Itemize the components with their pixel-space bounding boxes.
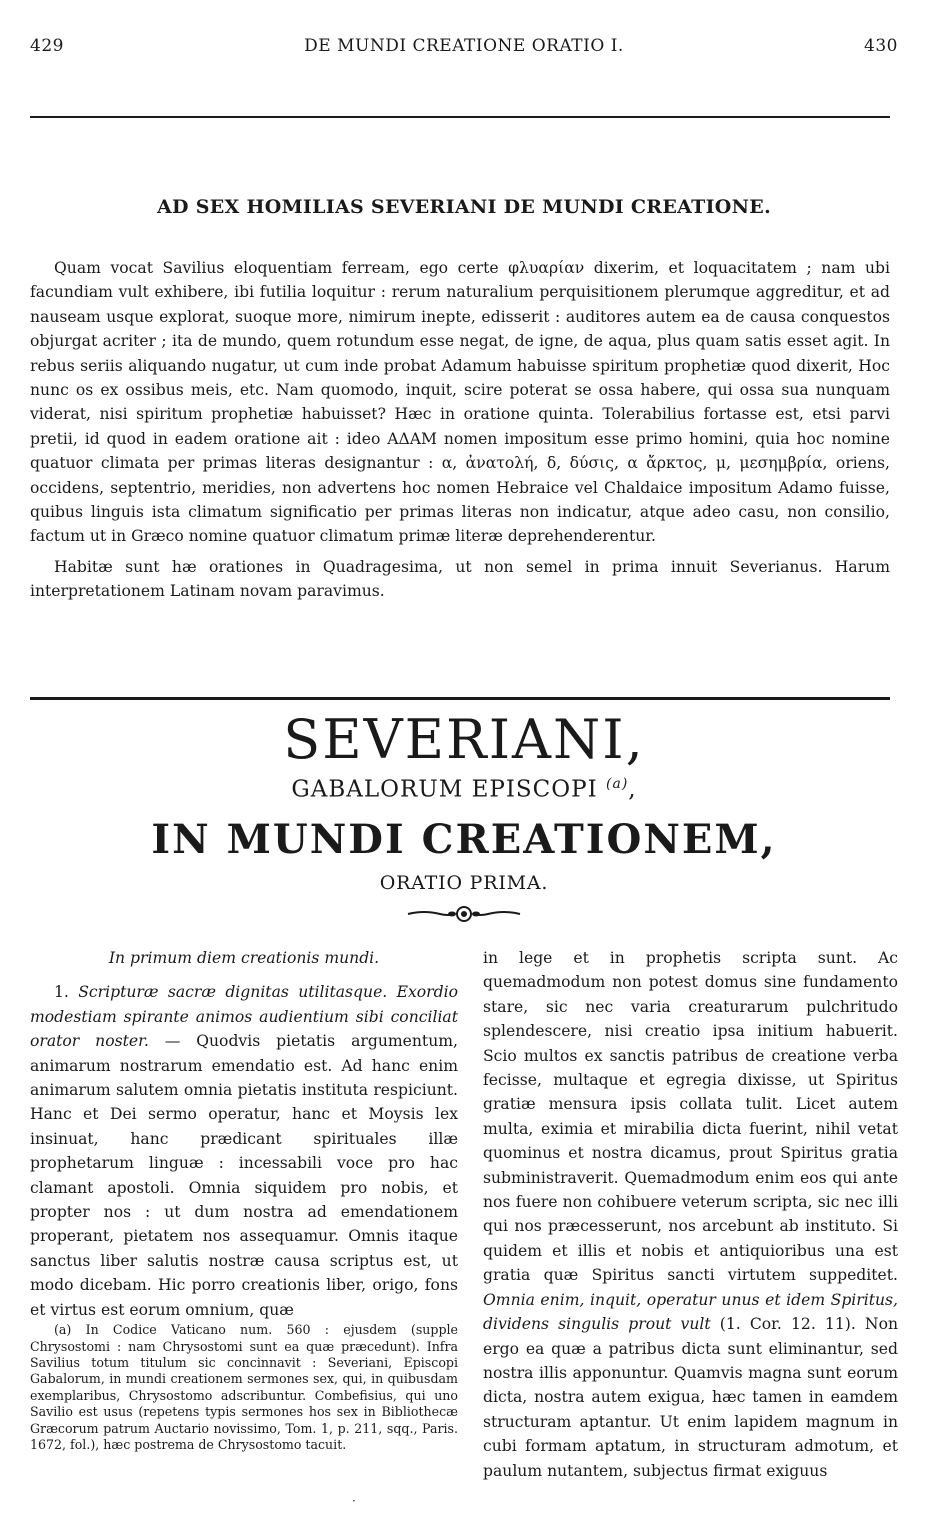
footnote-mark: (a) xyxy=(606,776,629,792)
chapter-heading: In primum diem creationis mundi. xyxy=(108,949,380,967)
preliminary-paragraph-1: Quam vocat Savilius eloquentiam ferream, ego certe φλυαρίαν dixerim, et loquacitatem ; nam ubi facundiam vult exhibere, ibi futilia loquitur : rerum naturalium perquisitionem plerumque aggreditur, et ad nauseam usque explorat, suoque more, nimirum inepte, edisserit : auditores autem ea de causa conquestos objurgat acriter ; ita de mundo, quem rotundum esse negat, de igne, de aqua, plus quam satis esset agit. In rebus seriis aliquando nugatur, ut cum inde probat Adamum habuisse spiritum prophetiæ quod dixerit, Hoc nunc os ex ossibus meis, etc. Nam quomodo, inquit, scire poterat se ossa habere, qui ossa sua nunquam viderat, nisi spiritum prophetiæ habuisset? Hæc in oratione quinta. Tolerabilius fortasse est, etsi parvi pretii, id quod in eadem oratione ait : ideo ΑΔΑΜ nomen impositum esse primo homini, quia hoc nomine quatuor climata per primas literas designantur : α, ἀνατολή, δ, δύσις, α ἄρκτος, μ, μεσημβρία, oriens, occidens, septentrio, meridies, non advertens hoc nomen Hebraice vel Chaldaice impositum Adamo fuisse, quibus linguis ista climatum significatio per primas literas non indicatur, atque adeo casu, non consilio, factum ut in Græco nomine quatuor climatum primæ literæ deprehenderentur. xyxy=(30,259,890,546)
right-column xyxy=(483,946,898,1483)
left-column xyxy=(30,946,458,1453)
author-title: SEVERIANI, xyxy=(283,708,645,771)
scripture-quote: Omnia enim, inquit, operatur unus et idem Spiritus, dividens singulis prout vult xyxy=(483,1290,898,1334)
ornament-icon xyxy=(404,902,524,926)
footer-mark: · xyxy=(352,1494,356,1508)
preliminary-paragraph-2: Habitæ sunt hæ orationes in Quadragesima, ut non semel in prima innuit Severianus. Harum interpretationem Latinam novam paravimus. xyxy=(30,557,890,601)
right-text-2: Non ergo ea quæ a patribus dicta sunt eliminantur, sed nostra illis apponuntur. Quamvis magna sunt eorum dicta, nostra autem exigua, hæc tamen in eamdem structuram aptantur. Ut enim lapidem magnum in cubi formam aptatum, in structuram admotum, et paulum nutantem, subjectus firmat exiguus xyxy=(483,1315,898,1480)
right-text-1: in lege et in prophetis scripta sunt. Ac quemadmodum non potest domus sine fundamento stare, sic nec varia creaturarum pulchritudo splendescere, nisi creatio ipsa initium habuerit. Scio multos ex sanctis patribus de creatione verba fecisse, multaque et egregia dixisse, ut Spiritus gratiæ mensura ipsis collata tulit. Licet autem multa, eximia et mirabilia dicta fuerint, nihil vetat quominus et nostra dicamus, prout Spiritus gratia subministraverit. Quemadmodum enim eos qui ante nos fuere non cohibuere veterum scripta, sic nec illi qui nos præcesserunt, nos arcebunt ab instituto. Si quidem et illis et nobis et antiquioribus una est gratia quæ Spiritus sancti virtutem suppeditet. xyxy=(483,949,898,1285)
preliminary-notice xyxy=(30,256,890,604)
section-text: Quodvis pietatis argumentum, animarum nostrarum emendatio est. Ad hanc enim animarum salutem omnia pietatis instituta respiciunt. Hanc et Dei sermo operatur, hanc et Moysis lex insinuat, hanc prædicant spirituales illæ prophetarum linguæ : incessabili voce pro hac clamant apostoli. Omnia siquidem pro nobis, et propter nos : ut dum nostra ad emendationem properant, pietatem nos assequamur. Omnis itaque sanctus liber salutis nostræ causa scriptus est, ut modo dicebam. Hic porro creationis liber, origo, fons et virtus est eorum omnium, quæ xyxy=(30,1032,458,1319)
section-divider xyxy=(30,697,890,700)
page-number-left: 429 xyxy=(30,36,64,56)
running-title: DE MUNDI CREATIONE ORATIO I. xyxy=(304,36,624,56)
header-divider xyxy=(30,116,890,118)
section-number: 1. xyxy=(54,983,69,1002)
footnote-a: (a) In Codice Vaticano num. 560 : ejusdem (supple Chrysostomi : nam Chrysostomi sunt ea quæ præcedunt). Infra Savilius totum titulum sic concinnavit : Severiani, Episcopi Gabalorum, in mundi creationem sermones sex, qui, in quibusdam exemplaribus, Chrysostomo adscribuntur. Combefisius, qui uno Savilio est usus (repetens typis sermones hos sex in Bibliothecæ Græcorum patrum Auctario novissimo, Tom. 1, p. 211, sqq., Paris. 1672, fol.), hæc postrema de Chrysostomo tacuit. xyxy=(30,1322,458,1452)
right-column-text xyxy=(483,946,898,1483)
scripture-reference: (1. Cor. 12. 11). xyxy=(719,1315,856,1334)
subtitle-comma: , xyxy=(628,776,637,803)
page-number-right: 430 xyxy=(864,36,898,56)
oration-title: ORATIO PRIMA. xyxy=(379,872,549,894)
section-1 xyxy=(30,980,458,1322)
preliminary-title: AD SEX HOMILIAS SEVERIANI DE MUNDI CREATIONE. xyxy=(156,196,771,218)
work-title: IN MUNDI CREATIONEM, xyxy=(151,816,777,863)
running-header xyxy=(30,36,898,60)
subtitle-text: GABALORUM EPISCOPI xyxy=(291,776,598,803)
section-summary: Scripturæ sacræ dignitas utilitasque. Exordio modestiam spirante animos audientium sibi conciliat orator noster. — xyxy=(30,983,458,1051)
author-subtitle xyxy=(0,776,928,803)
